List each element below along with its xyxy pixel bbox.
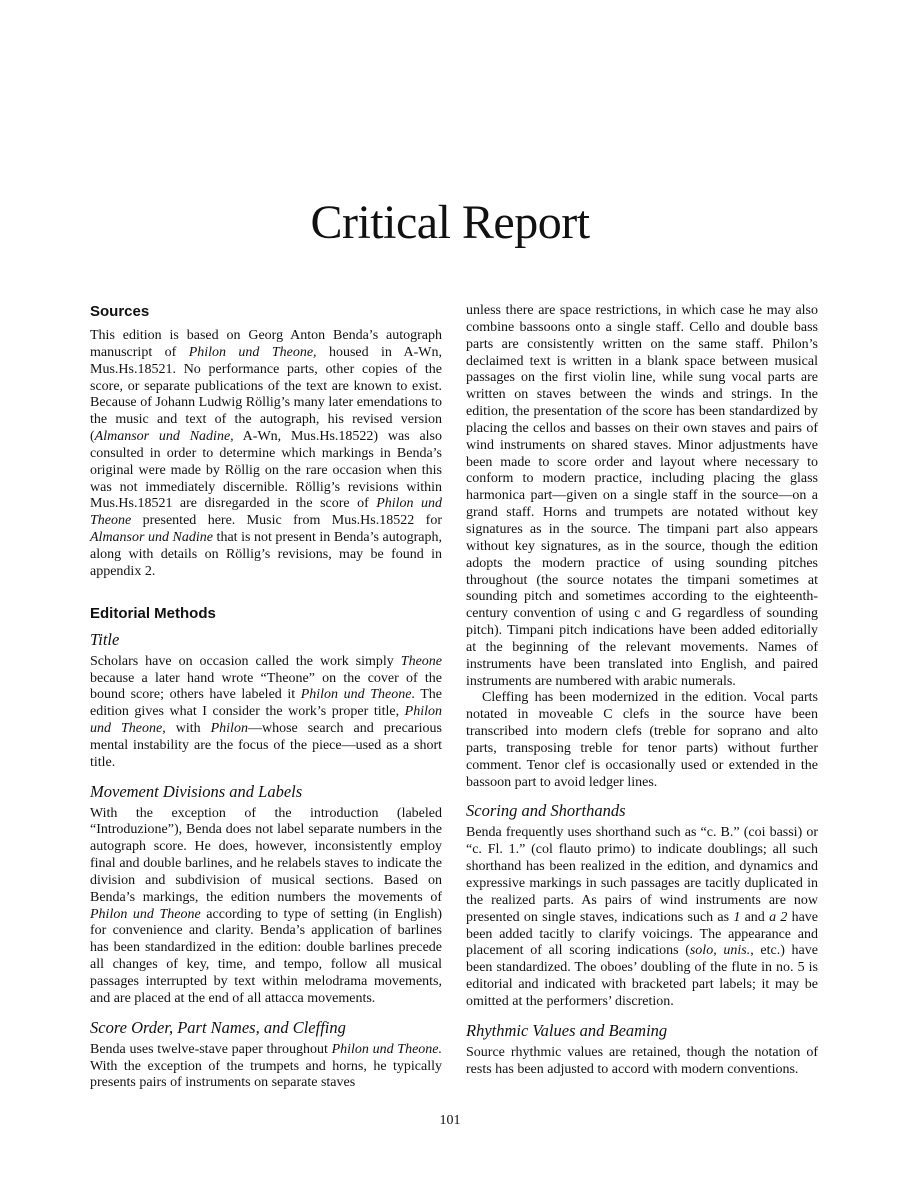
- score-order-paragraph-continued: [466, 303, 818, 690]
- left-column: [90, 303, 442, 1092]
- page-number: 101: [439, 1113, 461, 1128]
- cleffing-paragraph: Cleffing has been modernized in the edition. Vocal parts notated in moveable C clefs in the source have been transcribed into modern clefs (treble for soprano and alto parts, transposing treble for tenor parts) without further comment. Tenor clef is occasionally used or extended in the bassoon part to avoid ledger lines.: [466, 690, 818, 790]
- page-title: Critical Report: [310, 196, 590, 249]
- score-order-subheading: Score Order, Part Names, and Cleffing: [90, 1017, 346, 1037]
- scoring-paragraph: Benda frequently uses shorthand such as “c. B.” (coi bassi) or “c. Fl. 1.” (col flauto primo) to indicate doublings; all such shorthand has been realized in the edition, and dynamics and expressive markings in such passages are tacitly duplicated in the realized parts. As pairs of wind instruments are now presented on single staves, indications such as 1 and a 2 have been added tacitly to clarify voicings. The appearance and placement of all scoring indications (solo, unis., etc.) have been standardized. The oboes’ doubling of the flute in no. 5 is editorial and indicated with bracketed part labels; it may be omitted at the performers’ discretion.: [466, 825, 819, 1009]
- sources-heading: Sources: [90, 303, 150, 320]
- right-column: [466, 303, 818, 1078]
- rhythmic-paragraph: Source rhythmic values are retained, though the notation of rests has been adjusted to accord with modern conventions.: [466, 1044, 818, 1077]
- scoring-subheading: Scoring and Shorthands: [466, 801, 626, 821]
- rhythmic-subheading: Rhythmic Values and Beaming: [466, 1020, 668, 1040]
- title-paragraph: Scholars have on occasion called the work simply Theone because a later hand wrote “Theone” on the cover of the bound score; others have labeled it Philon und Theone. The edition gives what I consider the work’s proper title, Philon und Theone, with Philon—whose search and precarious mental instability are the focus of the piece—used as a short title.: [90, 653, 443, 770]
- score-order-text-part: With the exception of the trumpets and horns, he typically presents pairs of instruments on separate staves: [90, 1058, 442, 1091]
- score-order-paragraph-start: Benda uses twelve-stave paper throughout Philon und Theone. With the exception of the trumpets and horns, he typically presents pairs of instruments on separate staves: [90, 1041, 443, 1091]
- score-order-text-continued: unless there are space restrictions, in which case he may also combine bassoons onto a single staff. Cello and double bass parts are consistently written on the same staff. Philon’s declaimed text is written in a blank space between musical passages on the first violin line, while sung vocal parts are written on staves between the winds and strings. In the edition, the presentation of the score has been standardized by placing the cellos and basses on their own staves and pairs of wind instruments on shared staves. Minor adjustments have been made to score order and layout where necessary to conform to modern practice, including placing the glass harmonica part—given on a single staff in the source—on a grand staff. Horns and trumpets are notated without key signatures as in the source. The timpani part also appears without key signatures, as in the source, though the edition adopts the modern practice of using sounding pitches throughout (the source notates the timpani sometimes at sounding pitch and sometimes according to the eighteenth-century convention of using c and G regardless of sounding pitch). Timpani pitch indications have been added editorially at the beginning of the relevant movements. Names of instruments have been translated into English, and paired instruments are numbered with arabic numerals.: [466, 303, 818, 689]
- editorial-methods-heading: Editorial Methods: [90, 604, 216, 622]
- movement-divisions-subheading: Movement Divisions and Labels: [90, 781, 303, 801]
- movement-divisions-paragraph: With the exception of the introduction (labeled “Introduzione”), Benda does not label separate numbers in the autograph score. He does, however, inconsistently employ final and double barlines, and he relabels staves to indicate the division and subdivision of musical sections. Based on Benda’s markings, the edition numbers the movements of Philon und Theone according to type of setting (in English) for convenience and clarity. Benda’s application of barlines has been standardized in the edition: double barlines precede all changes of key, time, and tempo, follow all musical passages interrupted by text within melodrama movements, and are placed at the end of all attacca movements.: [90, 805, 442, 1006]
- title-subheading: Title: [90, 629, 120, 649]
- sources-paragraph: This edition is based on Georg Anton Benda’s autograph manuscript of Philon und Theone, housed in A-Wn, Mus.Hs.18521. No performance parts, other copies of the score, or separate publications of the text are known to exist. Because of Johann Ludwig Röllig’s many later emendations to the music and text of the autograph, his revised version (Almansor und Nadine, A-Wn, Mus.Hs.18522) was also consulted in order to determine which markings in Benda’s original were made by Röllig on the rare occasion when this was not immediately discernible. Röllig’s revisions within Mus.Hs.18521 are disregarded in the score of Philon und Theone presented here. Music from Mus.Hs.18522 for Almansor und Nadine that is not present in Benda’s autograph, along with details on Röllig’s revisions, may be found in appendix 2.: [90, 328, 443, 579]
